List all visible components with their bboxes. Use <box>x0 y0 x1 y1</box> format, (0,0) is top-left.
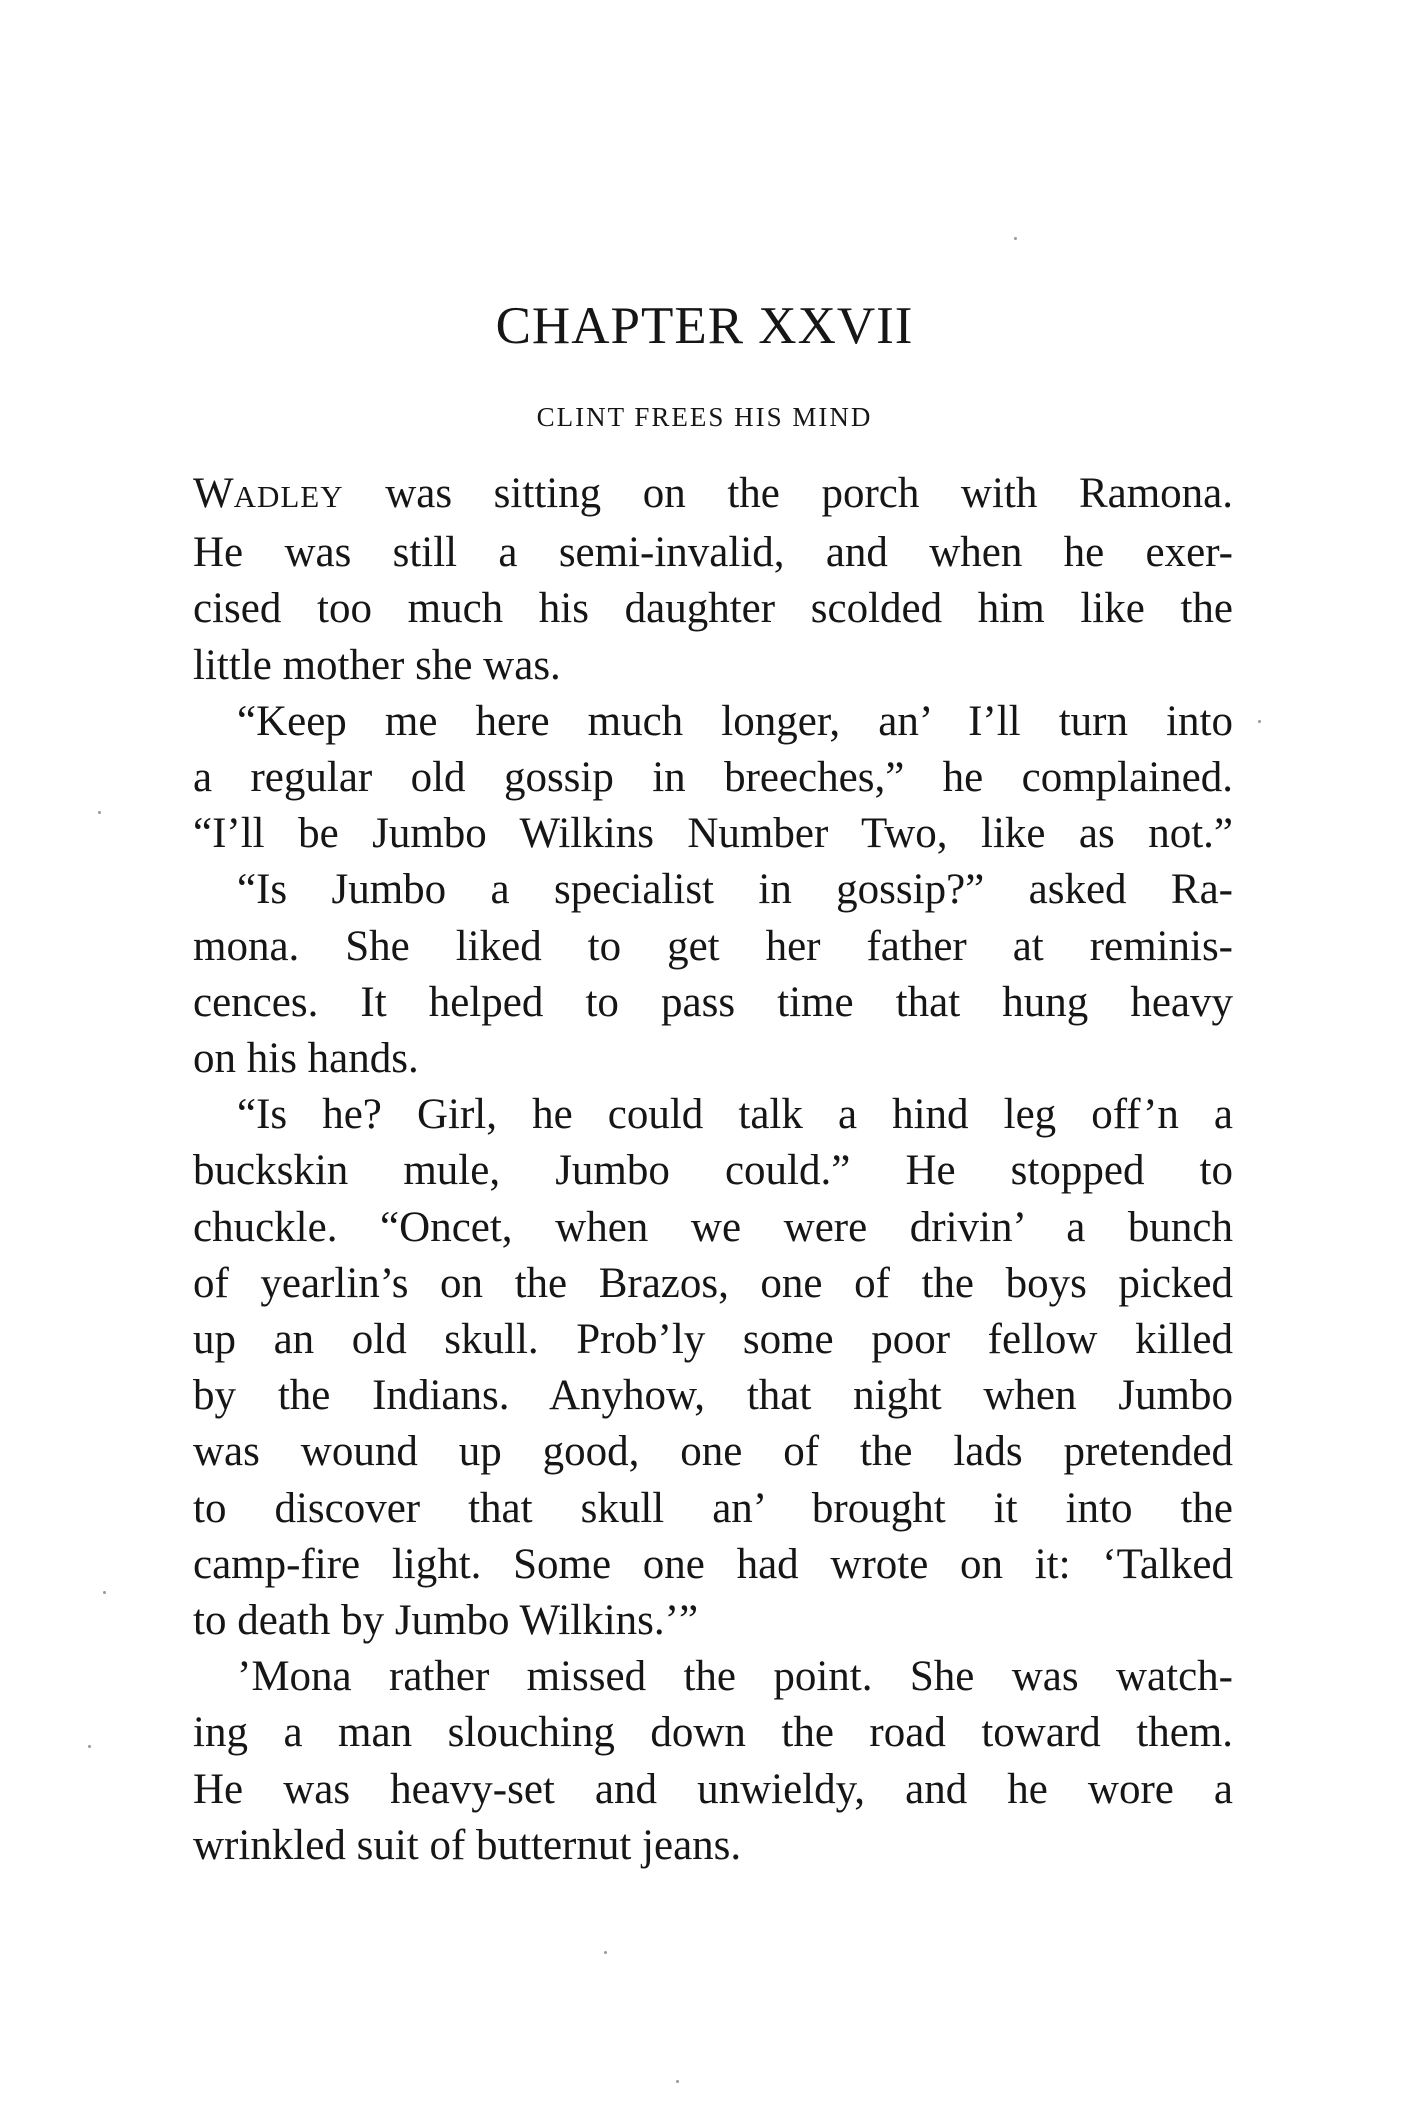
text-line: a regular old gossip in breeches,” he complained. <box>193 754 1233 802</box>
text-line: WADLEY was sitting on the porch with Ramona. <box>193 470 1233 517</box>
text-line: was wound up good, one of the lads pretended <box>193 1428 1233 1476</box>
text-line: ing a man slouching down the road toward them. <box>193 1709 1233 1757</box>
text-line: camp-fire light. Some one had wrote on it: ‘Talked <box>193 1540 1233 1588</box>
paper-speck <box>98 811 101 814</box>
text-line: little mother she was. <box>193 641 561 689</box>
text-line: to discover that skull an’ brought it into the <box>193 1484 1233 1532</box>
chapter-title: CLINT FREES HIS MIND <box>536 402 873 432</box>
drop-word-smallcaps: ADLEY <box>233 479 344 514</box>
text-line: up an old skull. Prob’ly some poor fellow killed <box>193 1316 1233 1364</box>
text-line: “Keep me here much longer, an’ I’ll turn into <box>237 697 1233 745</box>
text-line: cised too much his daughter scolded him like the <box>193 585 1233 633</box>
text-line: to death by Jumbo Wilkins.’” <box>193 1597 699 1645</box>
paper-speck <box>1258 720 1261 723</box>
chapter-body <box>193 466 1233 1874</box>
chapter-heading: CHAPTER XXVII <box>495 297 914 355</box>
text-line: chuckle. “Oncet, when we were drivin’ a bunch <box>193 1203 1233 1251</box>
drop-word-initial: W <box>193 470 234 517</box>
text-line: by the Indians. Anyhow, that night when Jumbo <box>193 1372 1233 1420</box>
paper-speck <box>103 1591 106 1594</box>
text-line: mona. She liked to get her father at reminis- <box>193 922 1233 970</box>
text-line: of yearlin’s on the Brazos, one of the boys picked <box>193 1259 1233 1307</box>
text-line: wrinkled suit of butternut jeans. <box>193 1821 742 1869</box>
paper-speck <box>676 2080 679 2083</box>
text-line: He was heavy-set and unwieldy, and he wore a <box>193 1765 1233 1813</box>
paper-speck <box>604 1951 607 1954</box>
text-line: ’Mona rather missed the point. She was watch- <box>237 1653 1233 1701</box>
text-line: “Is he? Girl, he could talk a hind leg off’n a <box>237 1091 1233 1139</box>
text-line: on his hands. <box>193 1035 419 1083</box>
text-line: He was still a semi-invalid, and when he exer- <box>193 529 1233 577</box>
paper-speck <box>88 1745 91 1748</box>
text-line: “I’ll be Jumbo Wilkins Number Two, like as not.” <box>193 810 1233 858</box>
text-line: buckskin mule, Jumbo could.” He stopped to <box>193 1147 1233 1195</box>
text-line: “Is Jumbo a specialist in gossip?” asked Ra- <box>237 866 1233 914</box>
paper-speck <box>1014 237 1017 240</box>
text-line: cences. It helped to pass time that hung heavy <box>193 978 1233 1026</box>
